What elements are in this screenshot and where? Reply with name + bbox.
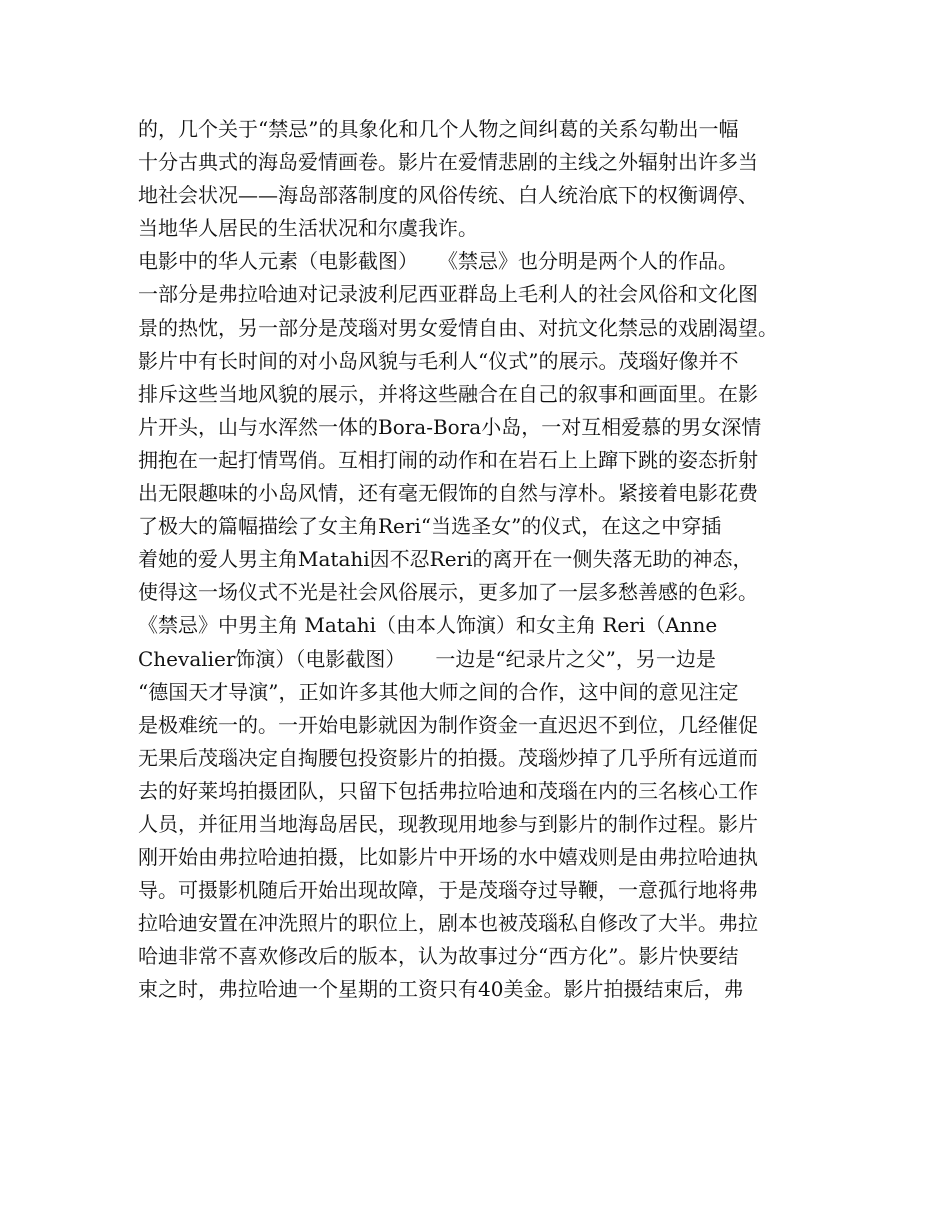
text-line: 是极难统一的。一开始电影就因为制作资金一直迟迟不到位，几经催促 [138, 712, 758, 737]
text-line: 一部分是弗拉哈迪对记录波利尼西亚群岛上毛利人的社会风俗和文化图 [138, 282, 758, 307]
text-line: 排斥这些当地风貌的展示，并将这些融合在自己的叙事和画面里。在影 [138, 381, 758, 406]
text-line: 地社会状况——海岛部落制度的风俗传统、白人统治底下的权衡调停、 [138, 183, 758, 208]
text-line: 拥抱在一起打情骂俏。互相打闹的动作和在岩石上上蹿下跳的姿态折射 [138, 447, 758, 472]
text-line: 刚开始由弗拉哈迪拍摄，比如影片中开场的水中嬉戏则是由弗拉哈迪执 [138, 845, 758, 870]
text-line: 的，几个关于“禁忌”的具象化和几个人物之间纠葛的关系勾勒出一幅 [138, 117, 739, 141]
text-line: 电影中的华人元素（电影截图） 《禁忌》也分明是两个人的作品。 [138, 249, 738, 274]
text-line: 人员，并征用当地海岛居民，现教现用地参与到影片的制作过程。影片 [138, 811, 758, 836]
text-line: 片开头，山与水浑然一体的Bora-Bora小岛，一对互相爱慕的男女深情 [138, 414, 762, 439]
text-line: 无果后茂瑙决定自掏腰包投资影片的拍摄。茂瑙炒掉了几乎所有远道而 [138, 745, 758, 770]
text-line: 着她的爱人男主角Matahi因不忍Reri的离开在一侧失落无助的神态， [138, 547, 753, 572]
text-line: 出无限趣味的小岛风情，还有毫无假饰的自然与淳朴。紧接着电影花费 [138, 481, 758, 506]
article-body [138, 113, 814, 1007]
text-line: 使得这一场仪式不光是社会风俗展示，更多加了一层多愁善感的色彩。 [138, 580, 758, 605]
text-line: 当地华人居民的生活状况和尔虞我诈。 [138, 216, 478, 241]
text-line: 影片中有长时间的对小岛风貌与毛利人“仪式”的展示。茂瑙好像并不 [138, 348, 739, 373]
text-line: 束之时，弗拉哈迪一个星期的工资只有40美金。影片拍摄结束后，弗 [138, 977, 744, 1002]
text-line: 去的好莱坞拍摄团队，只留下包括弗拉哈迪和茂瑙在内的三名核心工作 [138, 778, 758, 803]
text-line: 哈迪非常不喜欢修改后的版本，认为故事过分“西方化”。影片快要结 [138, 944, 739, 969]
text-line: 拉哈迪安置在冲洗照片的职位上，剧本也被茂瑙私自修改了大半。弗拉 [138, 911, 758, 936]
text-line: 《禁忌》中男主角 Matahi（由本人饰演）和女主角 Reri（Anne [138, 613, 718, 638]
text-line: Chevalier饰演）（电影截图） 一边是“纪录片之父”，另一边是 [138, 646, 716, 671]
text-line: 景的热忱，另一部分是茂瑙对男女爱情自由、对抗文化禁忌的戏剧渴望。 [138, 315, 778, 340]
text-line: 十分古典式的海岛爱情画卷。影片在爱情悲剧的主线之外辐射出许多当 [138, 150, 758, 175]
text-line: 了极大的篇幅描绘了女主角Reri“当选圣女”的仪式，在这之中穿插 [138, 514, 722, 539]
text-line: 导。可摄影机随后开始出现故障，于是茂瑙夺过导鞭，一意孤行地将弗 [138, 878, 758, 903]
text-line: “德国天才导演”，正如许多其他大师之间的合作，这中间的意见注定 [138, 679, 739, 704]
